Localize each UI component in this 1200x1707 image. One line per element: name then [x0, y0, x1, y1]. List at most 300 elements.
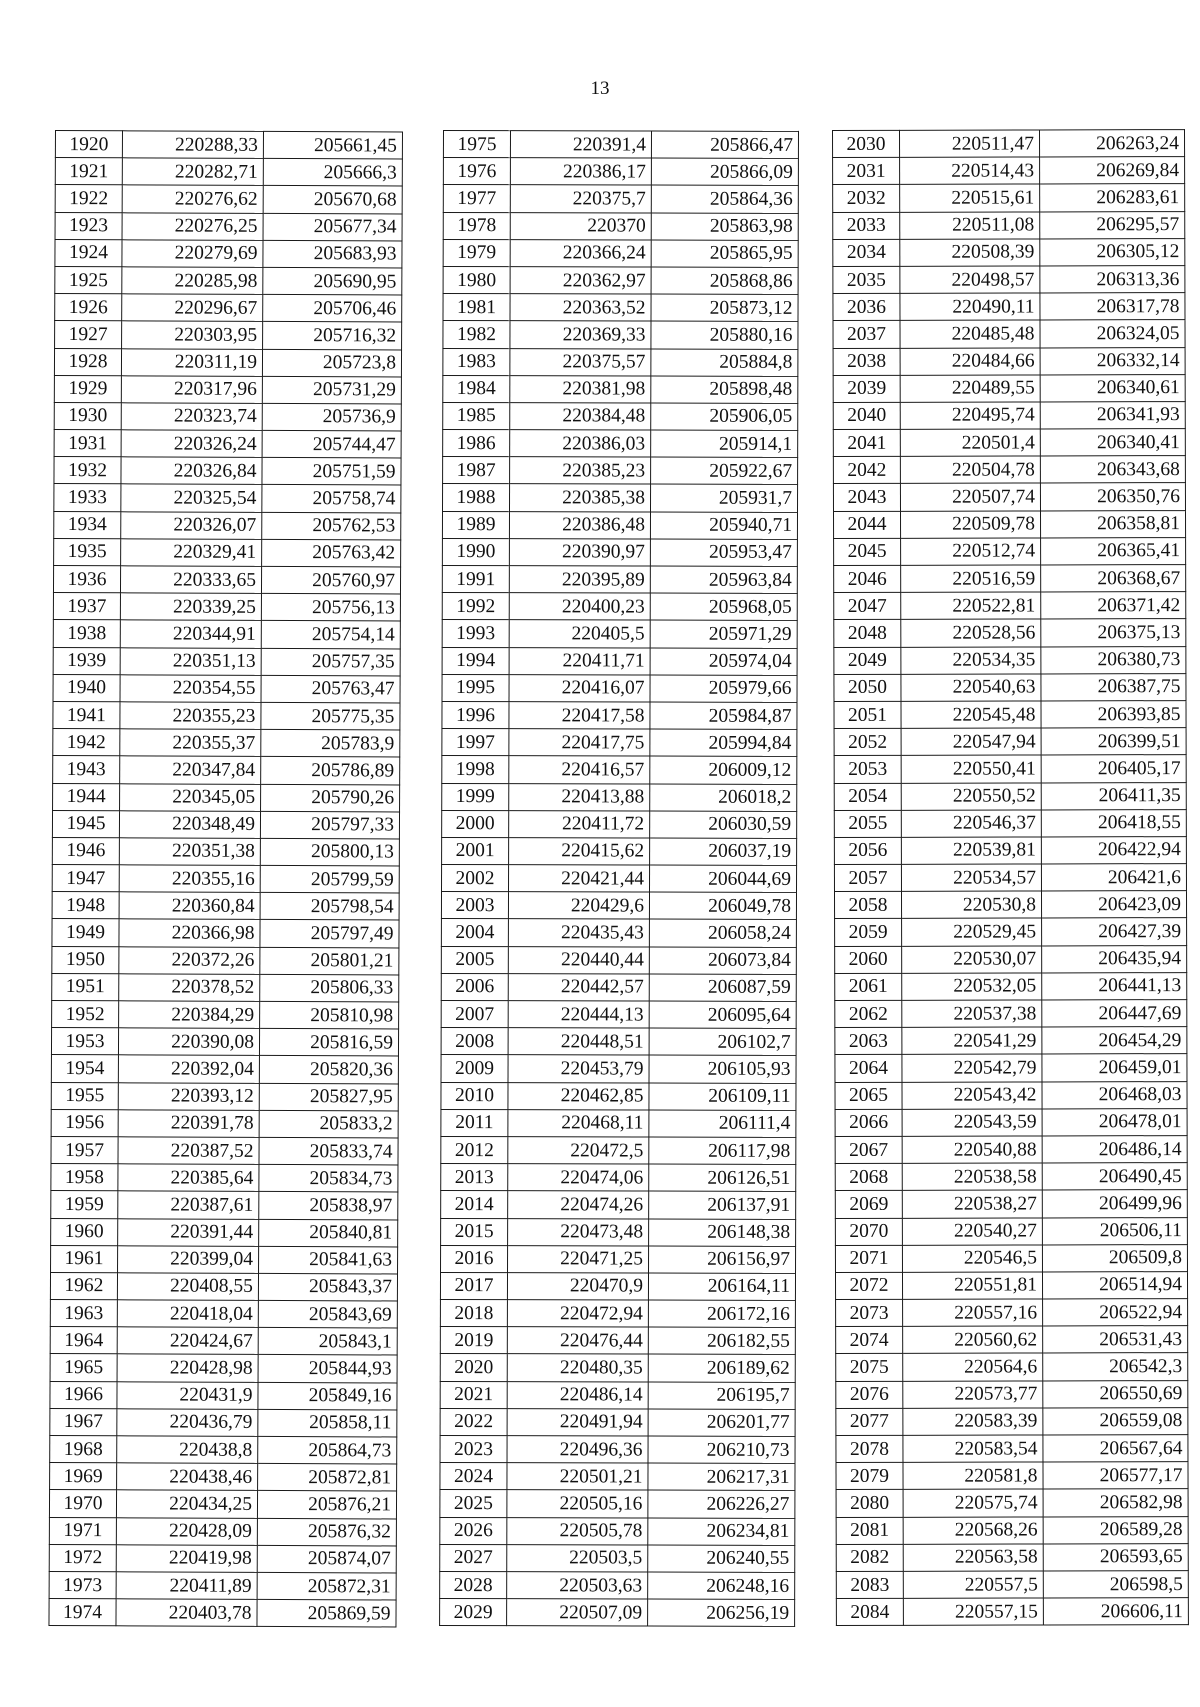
y-coordinate-cell: 206240,55 — [648, 1545, 795, 1573]
y-coordinate-cell: 206189,62 — [648, 1354, 795, 1382]
table-row — [440, 1490, 795, 1518]
point-id-cell: 2026 — [440, 1517, 507, 1544]
y-coordinate-cell: 206365,41 — [1041, 537, 1186, 565]
y-coordinate-cell: 205876,21 — [257, 1491, 396, 1519]
y-coordinate-cell: 206018,2 — [650, 784, 797, 812]
point-id-cell: 2084 — [836, 1598, 903, 1625]
table-row — [55, 294, 402, 323]
x-coordinate-cell: 220440,44 — [508, 946, 649, 974]
y-coordinate-cell: 206148,38 — [649, 1219, 796, 1247]
x-coordinate-cell: 220557,15 — [903, 1598, 1043, 1626]
x-coordinate-cell: 220546,37 — [901, 810, 1041, 838]
y-coordinate-cell: 206447,69 — [1042, 1000, 1187, 1028]
y-coordinate-cell: 205843,69 — [258, 1300, 397, 1328]
table-row — [833, 157, 1185, 185]
table-row — [834, 809, 1186, 837]
table-row — [52, 919, 399, 948]
x-coordinate-cell: 220515,61 — [900, 184, 1040, 212]
x-coordinate-cell: 220472,94 — [507, 1300, 648, 1328]
point-id-cell: 2034 — [833, 239, 900, 266]
x-coordinate-cell: 220509,78 — [900, 511, 1040, 539]
y-coordinate-cell: 205940,71 — [650, 512, 797, 540]
point-id-cell: 1932 — [54, 457, 121, 484]
point-id-cell: 2040 — [833, 402, 900, 429]
table-row — [836, 1462, 1188, 1490]
x-coordinate-cell: 220474,26 — [508, 1191, 649, 1219]
y-coordinate-cell: 206058,24 — [649, 919, 796, 947]
point-id-cell: 2037 — [833, 321, 900, 348]
x-coordinate-cell: 220393,12 — [118, 1082, 259, 1110]
x-coordinate-cell: 220503,5 — [507, 1544, 648, 1572]
table-row — [834, 836, 1186, 864]
point-id-cell: 1980 — [443, 266, 510, 293]
point-id-cell: 2028 — [440, 1571, 507, 1598]
point-id-cell: 1965 — [50, 1354, 117, 1381]
table-row — [440, 1517, 795, 1545]
y-coordinate-cell: 205677,34 — [263, 213, 402, 241]
table-row — [441, 1245, 796, 1273]
x-coordinate-cell: 220501,21 — [507, 1463, 648, 1491]
table-row — [54, 538, 401, 567]
y-coordinate-cell: 205873,12 — [651, 294, 798, 322]
y-coordinate-cell: 206343,68 — [1040, 456, 1185, 484]
y-coordinate-cell: 205801,21 — [260, 947, 399, 975]
y-coordinate-cell: 206341,93 — [1040, 401, 1185, 429]
x-coordinate-cell: 220504,78 — [900, 456, 1040, 484]
y-coordinate-cell: 205716,32 — [263, 322, 402, 350]
x-coordinate-cell: 220489,55 — [900, 375, 1040, 403]
x-coordinate-cell: 220491,94 — [507, 1408, 648, 1436]
table-row — [440, 1408, 795, 1436]
point-id-cell: 1961 — [51, 1245, 118, 1272]
x-coordinate-cell: 220345,05 — [120, 783, 261, 811]
point-id-cell: 1934 — [54, 511, 121, 538]
y-coordinate-cell: 205866,09 — [651, 158, 798, 186]
x-coordinate-cell: 220486,14 — [507, 1381, 648, 1409]
x-coordinate-cell: 220329,41 — [121, 539, 262, 567]
table-row — [836, 1380, 1188, 1408]
point-id-cell: 1985 — [443, 402, 510, 429]
table-row — [441, 1109, 796, 1137]
table-row — [52, 892, 399, 921]
y-coordinate-cell: 205922,67 — [651, 457, 798, 485]
table-row — [833, 211, 1185, 239]
point-id-cell: 1986 — [443, 430, 510, 457]
x-coordinate-cell: 220384,48 — [510, 403, 651, 431]
y-coordinate-cell: 205880,16 — [651, 321, 798, 349]
table-row — [52, 1000, 399, 1029]
coordinate-table-1 — [48, 130, 403, 1628]
y-coordinate-cell: 206340,41 — [1040, 429, 1185, 457]
y-coordinate-cell: 206423,09 — [1041, 891, 1186, 919]
table-row — [440, 1544, 795, 1572]
x-coordinate-cell: 220543,59 — [902, 1109, 1042, 1137]
table-row — [55, 131, 402, 160]
y-coordinate-cell: 206593,65 — [1043, 1543, 1188, 1571]
point-id-cell: 2068 — [835, 1163, 902, 1190]
y-coordinate-cell: 206358,81 — [1040, 510, 1185, 538]
y-coordinate-cell: 206375,13 — [1041, 619, 1186, 647]
page-number: 13 — [590, 78, 610, 99]
point-id-cell: 2033 — [833, 212, 900, 239]
table-row — [443, 484, 798, 512]
table-row — [835, 1163, 1187, 1191]
x-coordinate-cell: 220448,51 — [508, 1028, 649, 1056]
y-coordinate-cell: 205906,05 — [651, 403, 798, 431]
point-id-cell: 1995 — [442, 674, 509, 701]
table-row — [835, 1217, 1187, 1245]
y-coordinate-cell: 205984,87 — [650, 702, 797, 730]
point-id-cell: 1947 — [52, 865, 119, 892]
x-coordinate-cell: 220429,6 — [508, 892, 649, 920]
point-id-cell: 1973 — [49, 1571, 116, 1598]
x-coordinate-cell: 220547,94 — [901, 728, 1041, 756]
table-row — [835, 945, 1187, 973]
table-row — [443, 375, 798, 403]
y-coordinate-cell: 206486,14 — [1042, 1136, 1187, 1164]
table-row — [442, 810, 797, 838]
x-coordinate-cell: 220296,67 — [122, 294, 263, 322]
y-coordinate-cell: 206454,29 — [1042, 1027, 1187, 1055]
point-id-cell: 2009 — [441, 1055, 508, 1082]
table-row — [442, 837, 797, 865]
x-coordinate-cell: 220411,71 — [509, 647, 650, 675]
x-coordinate-cell: 220537,38 — [902, 1000, 1042, 1028]
point-id-cell: 2069 — [835, 1191, 902, 1218]
x-coordinate-cell: 220540,27 — [902, 1217, 1042, 1245]
y-coordinate-cell: 206126,51 — [649, 1164, 796, 1192]
x-coordinate-cell: 220498,57 — [900, 266, 1040, 294]
y-coordinate-cell: 206305,12 — [1040, 238, 1185, 266]
table-row — [53, 593, 400, 622]
point-id-cell: 2011 — [441, 1109, 508, 1136]
x-coordinate-cell: 220476,44 — [507, 1327, 648, 1355]
y-coordinate-cell: 205898,48 — [651, 376, 798, 404]
point-id-cell: 1960 — [51, 1218, 118, 1245]
x-coordinate-cell: 220303,95 — [122, 321, 263, 349]
y-coordinate-cell: 206399,51 — [1041, 728, 1186, 756]
y-coordinate-cell: 205884,8 — [651, 349, 798, 377]
point-id-cell: 1952 — [52, 1000, 119, 1027]
y-coordinate-cell: 205838,97 — [259, 1192, 398, 1220]
point-id-cell: 2016 — [441, 1245, 508, 1272]
table-row — [440, 1300, 795, 1328]
point-id-cell: 2058 — [834, 892, 901, 919]
table-row — [833, 510, 1185, 538]
point-id-cell: 2056 — [834, 837, 901, 864]
x-coordinate-cell: 220453,79 — [508, 1055, 649, 1083]
x-coordinate-cell: 220507,74 — [900, 483, 1040, 511]
point-id-cell: 1930 — [54, 402, 121, 429]
table-row — [834, 673, 1186, 701]
table-row — [50, 1435, 397, 1464]
y-coordinate-cell: 205868,86 — [651, 267, 798, 295]
point-id-cell: 1988 — [443, 484, 510, 511]
y-coordinate-cell: 205806,33 — [260, 974, 399, 1002]
y-coordinate-cell: 205754,14 — [261, 621, 400, 649]
table-row — [51, 1028, 398, 1057]
point-id-cell: 1992 — [442, 593, 509, 620]
point-id-cell: 1927 — [55, 321, 122, 348]
table-row — [440, 1272, 795, 1300]
point-id-cell: 1979 — [443, 239, 510, 266]
x-coordinate-cell: 220276,25 — [122, 212, 263, 240]
table-row — [53, 565, 400, 594]
x-coordinate-cell: 220501,4 — [900, 429, 1040, 457]
point-id-cell: 2070 — [835, 1218, 902, 1245]
y-coordinate-cell: 205953,47 — [650, 539, 797, 567]
x-coordinate-cell: 220417,75 — [509, 729, 650, 757]
point-id-cell: 2071 — [835, 1245, 902, 1272]
x-coordinate-cell: 220505,78 — [507, 1517, 648, 1545]
point-id-cell: 1945 — [52, 810, 119, 837]
point-id-cell: 2020 — [440, 1354, 507, 1381]
table-row — [833, 374, 1185, 402]
y-coordinate-cell: 205666,3 — [263, 159, 402, 187]
point-id-cell: 2059 — [835, 919, 902, 946]
x-coordinate-cell: 220514,43 — [900, 157, 1040, 185]
point-id-cell: 1966 — [50, 1381, 117, 1408]
table-row — [441, 946, 796, 974]
table-row — [834, 728, 1186, 756]
table-row — [53, 647, 400, 676]
x-coordinate-cell: 220421,44 — [509, 865, 650, 893]
y-coordinate-cell: 205914,1 — [651, 430, 798, 458]
point-id-cell: 2078 — [836, 1435, 903, 1462]
y-coordinate-cell: 206313,36 — [1040, 266, 1185, 294]
x-coordinate-cell: 220550,41 — [901, 755, 1041, 783]
x-coordinate-cell: 220581,8 — [903, 1462, 1043, 1490]
x-coordinate-cell: 220360,84 — [119, 892, 260, 920]
point-id-cell: 2021 — [440, 1381, 507, 1408]
point-id-cell: 2080 — [836, 1490, 903, 1517]
table-row — [836, 1543, 1188, 1571]
y-coordinate-cell: 206256,19 — [648, 1599, 795, 1627]
x-coordinate-cell: 220386,03 — [510, 430, 651, 458]
table-row — [441, 973, 796, 1001]
table-row — [833, 347, 1185, 375]
point-id-cell: 1982 — [443, 321, 510, 348]
point-id-cell: 2001 — [442, 837, 509, 864]
y-coordinate-cell: 206095,64 — [649, 1001, 796, 1029]
point-id-cell: 1975 — [443, 131, 510, 158]
y-coordinate-cell: 205876,32 — [257, 1518, 396, 1546]
table-row — [443, 348, 798, 376]
x-coordinate-cell: 220419,98 — [116, 1545, 257, 1573]
y-coordinate-cell: 205994,84 — [650, 729, 797, 757]
table-row — [54, 484, 401, 513]
coordinate-table-2 — [439, 130, 799, 1627]
y-coordinate-cell: 206324,05 — [1040, 320, 1185, 348]
point-id-cell: 1940 — [53, 674, 120, 701]
table-row — [51, 1245, 398, 1274]
point-id-cell: 1943 — [53, 756, 120, 783]
x-coordinate-cell: 220355,37 — [120, 729, 261, 757]
point-id-cell: 1949 — [52, 919, 119, 946]
x-coordinate-cell: 220276,62 — [122, 185, 263, 213]
point-id-cell: 1984 — [443, 375, 510, 402]
y-coordinate-cell: 206105,93 — [649, 1055, 796, 1083]
x-coordinate-cell: 220528,56 — [901, 619, 1041, 647]
point-id-cell: 1956 — [51, 1109, 118, 1136]
x-coordinate-cell: 220540,88 — [902, 1136, 1042, 1164]
x-coordinate-cell: 220408,55 — [117, 1273, 258, 1301]
point-id-cell: 1968 — [50, 1435, 117, 1462]
x-coordinate-cell: 220366,98 — [119, 919, 260, 947]
y-coordinate-cell: 206577,17 — [1043, 1462, 1188, 1490]
table-row — [49, 1490, 396, 1519]
table-row — [835, 1027, 1187, 1055]
y-coordinate-cell: 205810,98 — [260, 1001, 399, 1029]
point-id-cell: 1967 — [50, 1408, 117, 1435]
x-coordinate-cell: 220288,33 — [122, 131, 263, 159]
point-id-cell: 1929 — [54, 375, 121, 402]
table-row — [50, 1327, 397, 1356]
table-row — [54, 511, 401, 540]
table-row — [53, 729, 400, 758]
y-coordinate-cell: 205872,81 — [258, 1464, 397, 1492]
point-id-cell: 1944 — [53, 783, 120, 810]
point-id-cell: 2079 — [836, 1463, 903, 1490]
x-coordinate-cell: 220550,52 — [901, 782, 1041, 810]
x-coordinate-cell: 220399,04 — [118, 1245, 259, 1273]
table-row — [833, 266, 1185, 294]
x-coordinate-cell: 220326,07 — [121, 511, 262, 539]
x-coordinate-cell: 220442,57 — [508, 973, 649, 1001]
table-row — [441, 1218, 796, 1246]
table-row — [833, 483, 1185, 511]
point-id-cell: 2042 — [833, 457, 900, 484]
point-id-cell: 1938 — [53, 620, 120, 647]
point-id-cell: 1935 — [54, 538, 121, 565]
table-row — [443, 131, 798, 159]
table-row — [53, 701, 400, 730]
y-coordinate-cell: 205799,59 — [260, 865, 399, 893]
x-coordinate-cell: 220386,48 — [509, 511, 650, 539]
table-row — [442, 729, 797, 757]
point-id-cell: 1931 — [54, 430, 121, 457]
point-id-cell: 2018 — [440, 1300, 507, 1327]
y-coordinate-cell: 206422,94 — [1041, 836, 1186, 864]
point-id-cell: 1962 — [50, 1272, 117, 1299]
point-id-cell: 1978 — [443, 212, 510, 239]
y-coordinate-cell: 205670,68 — [263, 186, 402, 214]
table-row — [49, 1517, 396, 1546]
y-coordinate-cell: 206387,75 — [1041, 673, 1186, 701]
table-row — [835, 1054, 1187, 1082]
x-coordinate-cell: 220351,13 — [120, 647, 261, 675]
table-row — [835, 972, 1187, 1000]
point-id-cell: 1933 — [54, 484, 121, 511]
point-id-cell: 1923 — [55, 212, 122, 239]
y-coordinate-cell: 205931,7 — [651, 484, 798, 512]
point-id-cell: 2063 — [835, 1028, 902, 1055]
table-row — [52, 810, 399, 839]
table-row — [834, 619, 1186, 647]
y-coordinate-cell: 206490,45 — [1042, 1163, 1187, 1191]
x-coordinate-cell: 220508,39 — [900, 239, 1040, 267]
table-row — [442, 756, 797, 784]
y-coordinate-cell: 205790,26 — [261, 784, 400, 812]
point-id-cell: 1996 — [442, 701, 509, 728]
x-coordinate-cell: 220386,17 — [510, 158, 651, 186]
y-coordinate-cell: 205864,73 — [258, 1436, 397, 1464]
table-row — [442, 511, 797, 539]
table-row — [835, 1000, 1187, 1028]
table-row — [442, 593, 797, 621]
y-coordinate-cell: 205816,59 — [259, 1029, 398, 1057]
point-id-cell: 2024 — [440, 1463, 507, 1490]
table-row — [836, 1598, 1188, 1626]
x-coordinate-cell: 220540,63 — [901, 674, 1041, 702]
table-row — [834, 565, 1186, 593]
x-coordinate-cell: 220530,07 — [902, 946, 1042, 974]
point-id-cell: 2017 — [440, 1272, 507, 1299]
y-coordinate-cell: 206226,27 — [648, 1490, 795, 1518]
x-coordinate-cell: 220543,42 — [902, 1082, 1042, 1110]
y-coordinate-cell: 206435,94 — [1042, 945, 1187, 973]
y-coordinate-cell: 206049,78 — [649, 892, 796, 920]
x-coordinate-cell: 220583,54 — [903, 1435, 1043, 1463]
table-row — [442, 565, 797, 593]
x-coordinate-cell: 220474,06 — [508, 1164, 649, 1192]
table-row — [834, 782, 1186, 810]
x-coordinate-cell: 220411,72 — [509, 810, 650, 838]
x-coordinate-cell: 220532,05 — [902, 973, 1042, 1001]
point-id-cell: 1993 — [442, 620, 509, 647]
x-coordinate-cell: 220470,9 — [507, 1273, 648, 1301]
point-id-cell: 1941 — [53, 701, 120, 728]
y-coordinate-cell: 206030,59 — [650, 811, 797, 839]
table-row — [52, 946, 399, 975]
table-row — [443, 212, 798, 240]
x-coordinate-cell: 220351,38 — [119, 838, 260, 866]
x-coordinate-cell: 220507,09 — [507, 1599, 648, 1627]
table-row — [440, 1571, 795, 1599]
x-coordinate-cell: 220375,7 — [510, 185, 651, 213]
y-coordinate-cell: 205974,04 — [650, 648, 797, 676]
x-coordinate-cell: 220369,33 — [510, 321, 651, 349]
x-coordinate-cell: 220413,88 — [509, 783, 650, 811]
y-coordinate-cell: 206380,73 — [1041, 646, 1186, 674]
point-id-cell: 2055 — [834, 810, 901, 837]
point-id-cell: 1991 — [442, 565, 509, 592]
y-coordinate-cell: 206102,7 — [649, 1028, 796, 1056]
table-row — [440, 1463, 795, 1491]
y-coordinate-cell: 206044,69 — [650, 865, 797, 893]
y-coordinate-cell: 206427,39 — [1042, 918, 1187, 946]
x-coordinate-cell: 220391,44 — [118, 1218, 259, 1246]
y-coordinate-cell: 205979,66 — [650, 675, 797, 703]
point-id-cell: 2008 — [441, 1028, 508, 1055]
x-coordinate-cell: 220424,67 — [117, 1327, 258, 1355]
point-id-cell: 2072 — [835, 1272, 902, 1299]
y-coordinate-cell: 206582,98 — [1043, 1489, 1188, 1517]
table-row — [54, 375, 401, 404]
point-id-cell: 1974 — [49, 1599, 116, 1626]
y-coordinate-cell: 205849,16 — [258, 1382, 397, 1410]
point-id-cell: 2043 — [833, 484, 900, 511]
y-coordinate-cell: 206295,57 — [1040, 211, 1185, 239]
y-coordinate-cell: 206182,55 — [648, 1327, 795, 1355]
y-coordinate-cell: 205858,11 — [258, 1409, 397, 1437]
x-coordinate-cell: 220282,71 — [122, 158, 263, 186]
x-coordinate-cell: 220354,55 — [120, 675, 261, 703]
y-coordinate-cell: 205872,31 — [257, 1572, 396, 1600]
y-coordinate-cell: 206441,13 — [1042, 972, 1187, 1000]
point-id-cell: 1948 — [52, 892, 119, 919]
y-coordinate-cell: 205744,47 — [262, 430, 401, 458]
